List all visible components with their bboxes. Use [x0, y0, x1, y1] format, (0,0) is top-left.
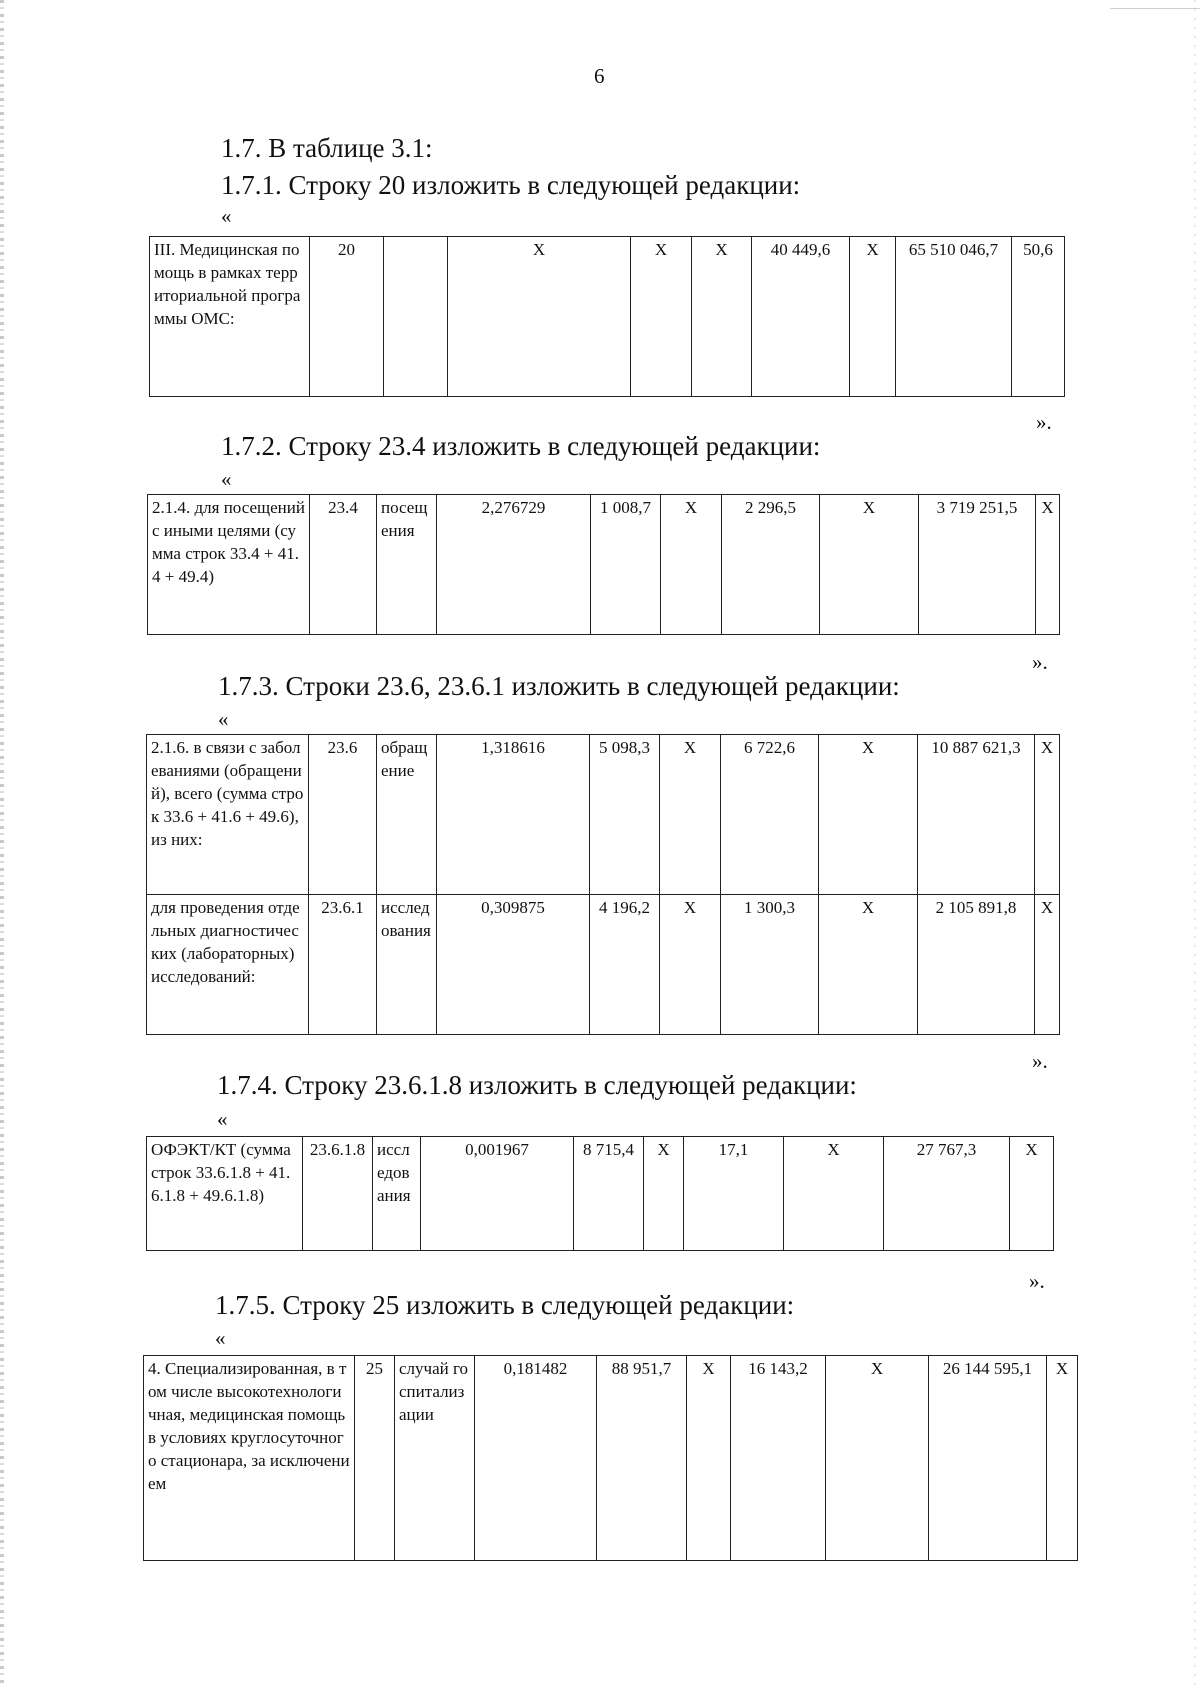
cell-total: 3 719 251,5	[919, 495, 1036, 635]
cell-total: 27 767,3	[884, 1137, 1010, 1251]
cell-col-8: X	[820, 495, 919, 635]
scan-edge-left	[0, 0, 4, 1686]
table-rows-23-6	[146, 734, 1060, 1035]
open-quote: «	[221, 467, 232, 491]
cell-col-10: X	[1047, 1356, 1078, 1561]
cell-unit: исследования	[377, 895, 437, 1035]
cell-cost: 8 715,4	[574, 1137, 644, 1251]
cell-name: ОФЭКТ/КТ (сумма строк 33.6.1.8 + 41.6.1.8 + 49.6.1.8)	[147, 1137, 303, 1251]
cell-norm: X	[448, 237, 631, 397]
cell-col-8: X	[819, 735, 918, 895]
cell-name: III. Медицинская помощь в рамках территориальной программы ОМС:	[150, 237, 310, 397]
cell-per-capita: 17,1	[684, 1137, 784, 1251]
cell-name: для проведения отдельных диагностических (лабораторных) исследований:	[147, 895, 309, 1035]
heading-1-7-5: 1.7.5. Строку 25 изложить в следующей редакции:	[215, 1290, 795, 1320]
cell-name: 4. Специализированная, в том числе высокотехнологичная, медицинская помощь в условиях круглосуточного стационара, за исключением	[144, 1356, 355, 1561]
cell-col-6: X	[660, 735, 721, 895]
cell-per-capita: 1 300,3	[721, 895, 819, 1035]
cell-line-number: 23.4	[310, 495, 377, 635]
cell-cost: X	[631, 237, 692, 397]
cell-col-8: X	[819, 895, 918, 1035]
cell-per-capita: 40 449,6	[752, 237, 850, 397]
heading-1-7-2: 1.7.2. Строку 23.4 изложить в следующей редакции:	[221, 431, 821, 461]
scan-edge-right	[1194, 0, 1196, 1686]
heading-1-7-3: 1.7.3. Строки 23.6, 23.6.1 изложить в следующей редакции:	[218, 671, 900, 701]
scan-edge-top	[1110, 8, 1200, 9]
cell-line-number: 23.6.1	[309, 895, 377, 1035]
table-row	[147, 895, 1060, 1035]
cell-col-8: X	[850, 237, 896, 397]
cell-total: 2 105 891,8	[918, 895, 1035, 1035]
cell-col-10: X	[1035, 895, 1060, 1035]
page-number: 6	[594, 64, 605, 88]
cell-per-capita: 6 722,6	[721, 735, 819, 895]
cell-per-capita: 2 296,5	[722, 495, 820, 635]
table-row-23-6-1-8	[146, 1136, 1054, 1251]
close-quote: ».	[1036, 410, 1052, 434]
cell-unit: случай госпитализации	[395, 1356, 475, 1561]
cell-cost: 88 951,7	[597, 1356, 687, 1561]
close-quote: ».	[1032, 650, 1048, 674]
table-row	[147, 1137, 1054, 1251]
table-row-23-4	[147, 494, 1060, 635]
table-row-20	[149, 236, 1065, 397]
cell-norm: 1,318616	[437, 735, 590, 895]
heading-1-7-4: 1.7.4. Строку 23.6.1.8 изложить в следующей редакции:	[217, 1070, 857, 1100]
cell-unit	[384, 237, 448, 397]
cell-unit: посещения	[377, 495, 437, 635]
cell-name: 2.1.4. для посещений с иными целями (сумма строк 33.4 + 41.4 + 49.4)	[148, 495, 310, 635]
cell-col-6: X	[692, 237, 752, 397]
cell-share: 50,6	[1012, 237, 1065, 397]
cell-total: 10 887 621,3	[918, 735, 1035, 895]
cell-line-number: 25	[355, 1356, 395, 1561]
cell-col-8: X	[826, 1356, 929, 1561]
cell-col-10: X	[1010, 1137, 1054, 1251]
cell-col-6: X	[644, 1137, 684, 1251]
cell-per-capita: 16 143,2	[731, 1356, 826, 1561]
open-quote: «	[221, 204, 232, 228]
cell-norm: 0,001967	[421, 1137, 574, 1251]
cell-col-10: X	[1035, 735, 1060, 895]
cell-unit: обращение	[377, 735, 437, 895]
cell-line-number: 23.6	[309, 735, 377, 895]
cell-col-6: X	[687, 1356, 731, 1561]
cell-norm: 0,181482	[475, 1356, 597, 1561]
cell-line-number: 20	[310, 237, 384, 397]
cell-cost: 5 098,3	[590, 735, 660, 895]
cell-norm: 0,309875	[437, 895, 590, 1035]
cell-total: 26 144 595,1	[929, 1356, 1047, 1561]
cell-col-10: X	[1036, 495, 1060, 635]
cell-col-8: X	[784, 1137, 884, 1251]
cell-col-6: X	[661, 495, 722, 635]
close-quote: ».	[1032, 1049, 1048, 1073]
table-row	[150, 237, 1065, 397]
cell-unit: исследования	[373, 1137, 421, 1251]
open-quote: «	[218, 707, 229, 731]
heading-1-7-1: 1.7.1. Строку 20 изложить в следующей редакции:	[221, 170, 801, 200]
cell-line-number: 23.6.1.8	[303, 1137, 373, 1251]
open-quote: «	[217, 1107, 228, 1131]
cell-norm: 2,276729	[437, 495, 591, 635]
cell-cost: 1 008,7	[591, 495, 661, 635]
cell-total: 65 510 046,7	[896, 237, 1012, 397]
table-row	[144, 1356, 1078, 1561]
close-quote: ».	[1029, 1269, 1045, 1293]
heading-section-1-7: 1.7. В таблице 3.1:	[221, 133, 433, 163]
table-row-25	[143, 1355, 1078, 1561]
cell-col-6: X	[660, 895, 721, 1035]
table-row	[147, 735, 1060, 895]
open-quote: «	[215, 1326, 226, 1350]
cell-cost: 4 196,2	[590, 895, 660, 1035]
cell-name: 2.1.6. в связи с заболеваниями (обращений), всего (сумма строк 33.6 + 41.6 + 49.6), из них:	[147, 735, 309, 895]
table-row	[148, 495, 1060, 635]
